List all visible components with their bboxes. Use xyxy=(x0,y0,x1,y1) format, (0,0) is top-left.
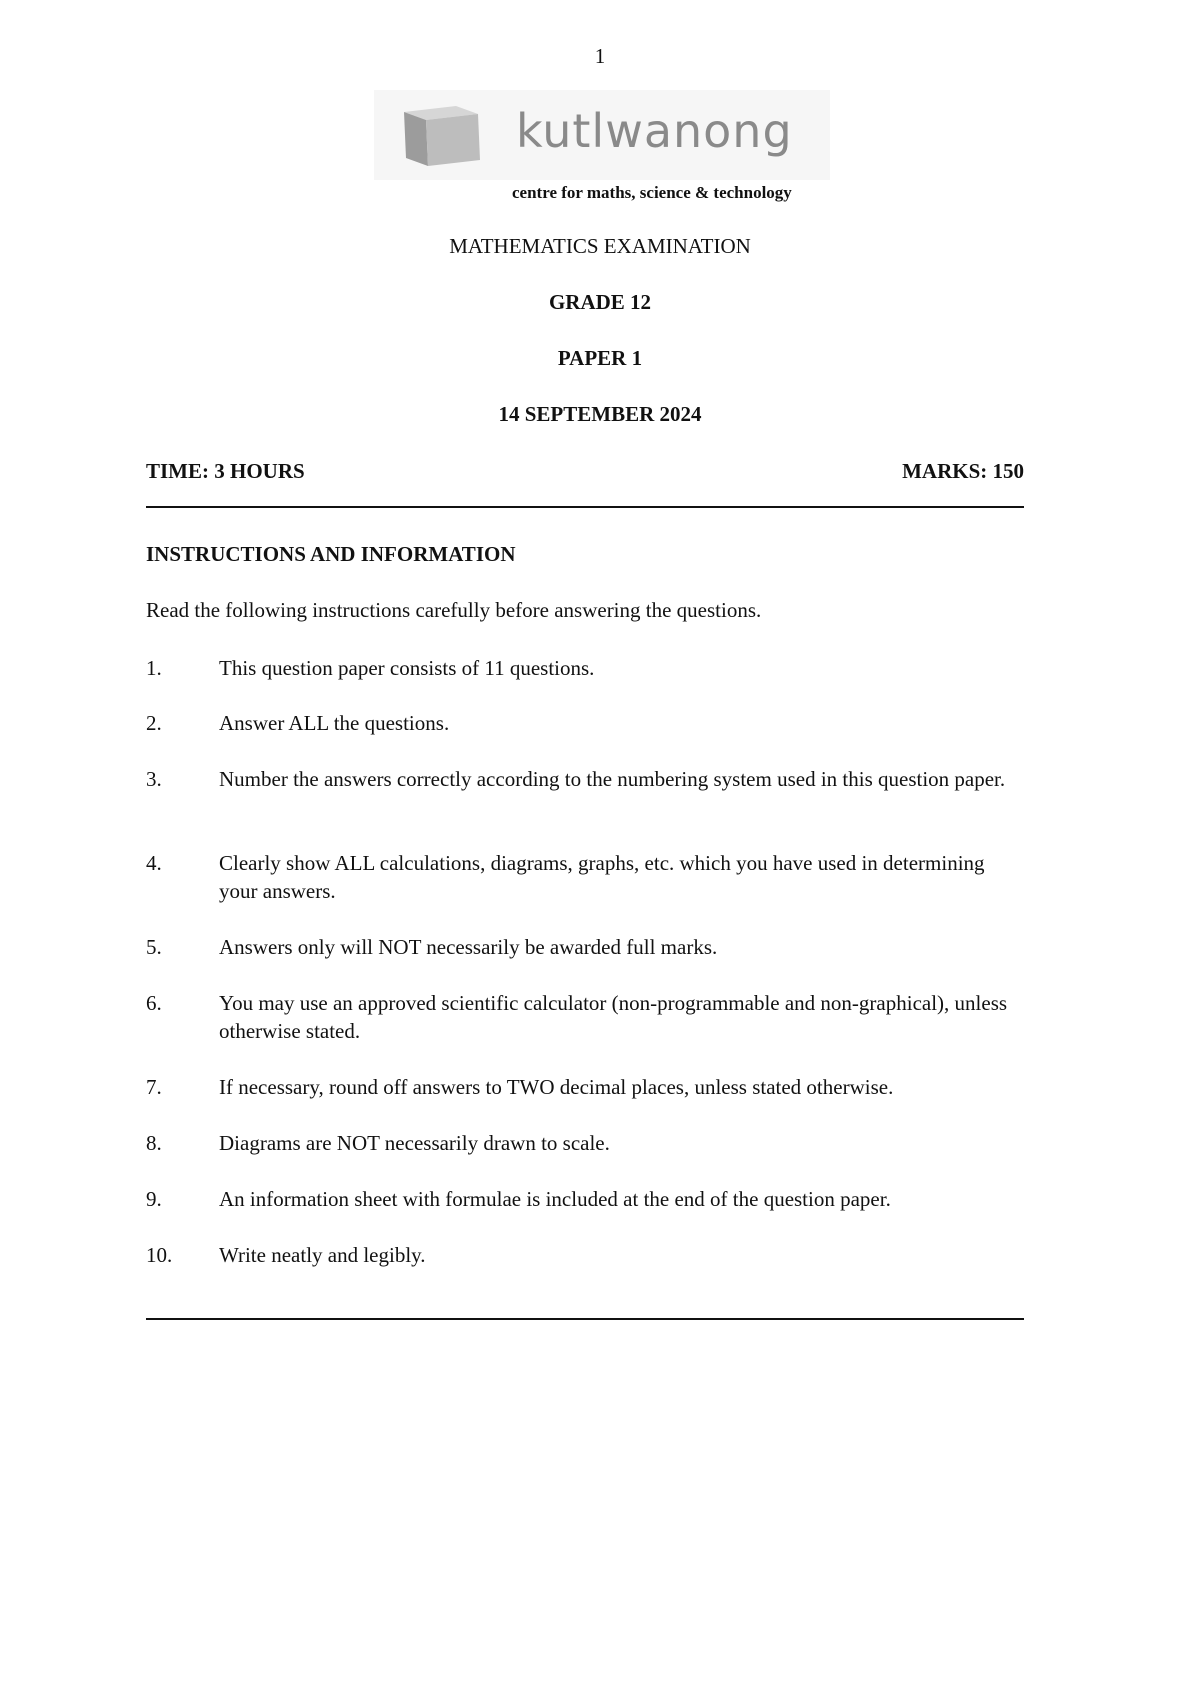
kutlwanong-logo xyxy=(374,90,830,180)
logo-tagline: centre for maths, science & technology xyxy=(512,183,792,202)
instruction-number: 3. xyxy=(146,767,162,791)
instruction-number: 4. xyxy=(146,851,162,875)
bottom-divider xyxy=(146,1318,1024,1320)
instruction-number: 1. xyxy=(146,656,162,680)
instruction-text: Number the answers correctly according to the numbering system used in this question paper. xyxy=(219,767,1006,791)
instruction-number: 10. xyxy=(146,1243,173,1267)
instruction-text: Diagrams are NOT necessarily drawn to scale. xyxy=(219,1131,610,1155)
instruction-text: This question paper consists of 11 questions. xyxy=(219,656,595,680)
instruction-text: If necessary, round off answers to TWO decimal places, unless stated otherwise. xyxy=(219,1075,894,1099)
instruction-number: 8. xyxy=(146,1131,162,1155)
exam-date: 14 SEPTEMBER 2024 xyxy=(498,402,702,426)
cube-icon xyxy=(396,102,486,170)
instructions-intro: Read the following instructions carefully before answering the questions. xyxy=(146,598,762,622)
instruction-text: An information sheet with formulae is included at the end of the question paper. xyxy=(219,1187,891,1211)
total-marks: MARKS: 150 xyxy=(902,459,1024,483)
instruction-text: Write neatly and legibly. xyxy=(219,1243,426,1267)
top-divider xyxy=(146,506,1024,508)
page-number: 1 xyxy=(594,44,606,68)
instructions-heading: INSTRUCTIONS AND INFORMATION xyxy=(146,542,516,566)
logo-wordmark: kutlwanong xyxy=(516,104,793,158)
exam-title: MATHEMATICS EXAMINATION xyxy=(449,234,751,258)
paper-label: PAPER 1 xyxy=(557,346,643,370)
grade-label: GRADE 12 xyxy=(548,290,652,314)
instruction-number: 7. xyxy=(146,1075,162,1099)
instruction-number: 2. xyxy=(146,711,162,735)
instruction-text: You may use an approved scientific calculator (non-programmable and non-graphical), unless otherwise stated. xyxy=(219,991,1008,1043)
instruction-number: 5. xyxy=(146,935,162,959)
instruction-number: 6. xyxy=(146,991,162,1015)
instruction-text: Answers only will NOT necessarily be awarded full marks. xyxy=(219,935,718,959)
instruction-text: Answer ALL the questions. xyxy=(219,711,450,735)
time-allowed: TIME: 3 HOURS xyxy=(146,459,305,483)
instruction-number: 9. xyxy=(146,1187,162,1211)
instruction-text: Clearly show ALL calculations, diagrams, graphs, etc. which you have used in determining your answers. xyxy=(219,851,985,903)
